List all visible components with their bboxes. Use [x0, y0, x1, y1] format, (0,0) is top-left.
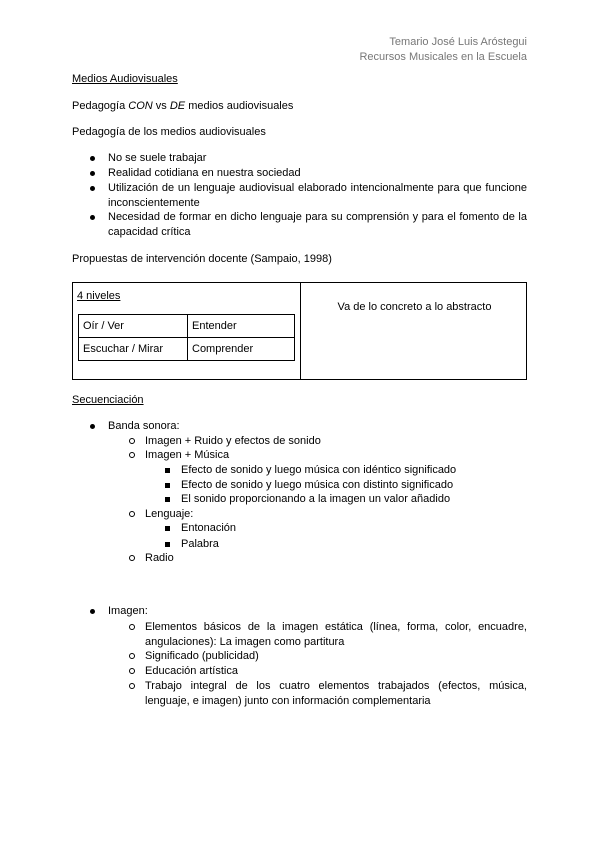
propuestas-line: Propuestas de intervención docente (Sampaio, 1998) — [72, 253, 332, 265]
list-item: Realidad cotidiana en nuestra sociedad — [108, 167, 301, 179]
list-item: Utilización de un lenguaje audiovisual elaborado intencionalmente para que funcione inconscientemente — [108, 182, 527, 209]
list-item: No se suele trabajar — [108, 152, 207, 164]
inner-table — [78, 314, 295, 361]
table-cell: Entender — [188, 315, 295, 338]
header-line-1: Temario José Luis Aróstegui — [389, 36, 527, 48]
table-title: 4 niveles — [77, 290, 121, 302]
list-item: Educación artística — [145, 665, 238, 677]
list-item: Trabajo integral de los cuatro elementos trabajados (efectos, música, lenguaje, e imagen) junto con información complementaria — [145, 680, 527, 707]
secuenciacion-title: Secuenciación — [72, 394, 144, 406]
list-item: Efecto de sonido y luego música con distinto significado — [181, 479, 454, 491]
text: vs — [152, 100, 170, 112]
list-item: Banda sonora: — [108, 420, 180, 432]
text-con: CON — [128, 100, 153, 112]
table-right-text: Va de lo concreto a lo abstracto — [337, 301, 492, 313]
list-item: Lenguaje: — [145, 508, 194, 520]
text: Pedagogía — [72, 100, 129, 112]
section-title: Medios Audiovisuales — [72, 73, 178, 85]
list-item: Elementos básicos de la imagen estática (línea, forma, color, encuadre, angulaciones): La imagen como partitura — [145, 621, 527, 648]
list-item: Entonación — [181, 522, 237, 534]
table-row — [79, 338, 295, 361]
list-item: Efecto de sonido y luego música con idéntico significado — [181, 464, 457, 476]
list-item: El sonido proporcionando a la imagen un valor añadido — [181, 493, 451, 505]
list-item: Necesidad de formar en dicho lenguaje para su comprensión y para el fomento de la capacidad crítica — [108, 211, 527, 238]
table-cell: Oír / Ver — [79, 315, 188, 338]
text-de: DE — [169, 100, 186, 112]
list-item: Imagen + Música — [145, 449, 230, 461]
list-item: Imagen: — [108, 605, 148, 617]
table-cell: Comprender — [188, 338, 295, 361]
list-item: Significado (publicidad) — [145, 650, 259, 662]
text: medios audiovisuales — [185, 100, 294, 112]
table-cell: Escuchar / Mirar — [79, 338, 188, 361]
list-item: Palabra — [181, 538, 219, 550]
pedagogia-de-line: Pedagogía de los medios audiovisuales — [72, 126, 266, 138]
pedagogia-con-line — [72, 99, 293, 113]
header-line-2: Recursos Musicales en la Escuela — [359, 51, 527, 63]
list-item: Imagen + Ruido y efectos de sonido — [145, 435, 321, 447]
list-item: Radio — [145, 552, 174, 564]
levels-table — [72, 282, 527, 380]
table-row — [79, 315, 295, 338]
